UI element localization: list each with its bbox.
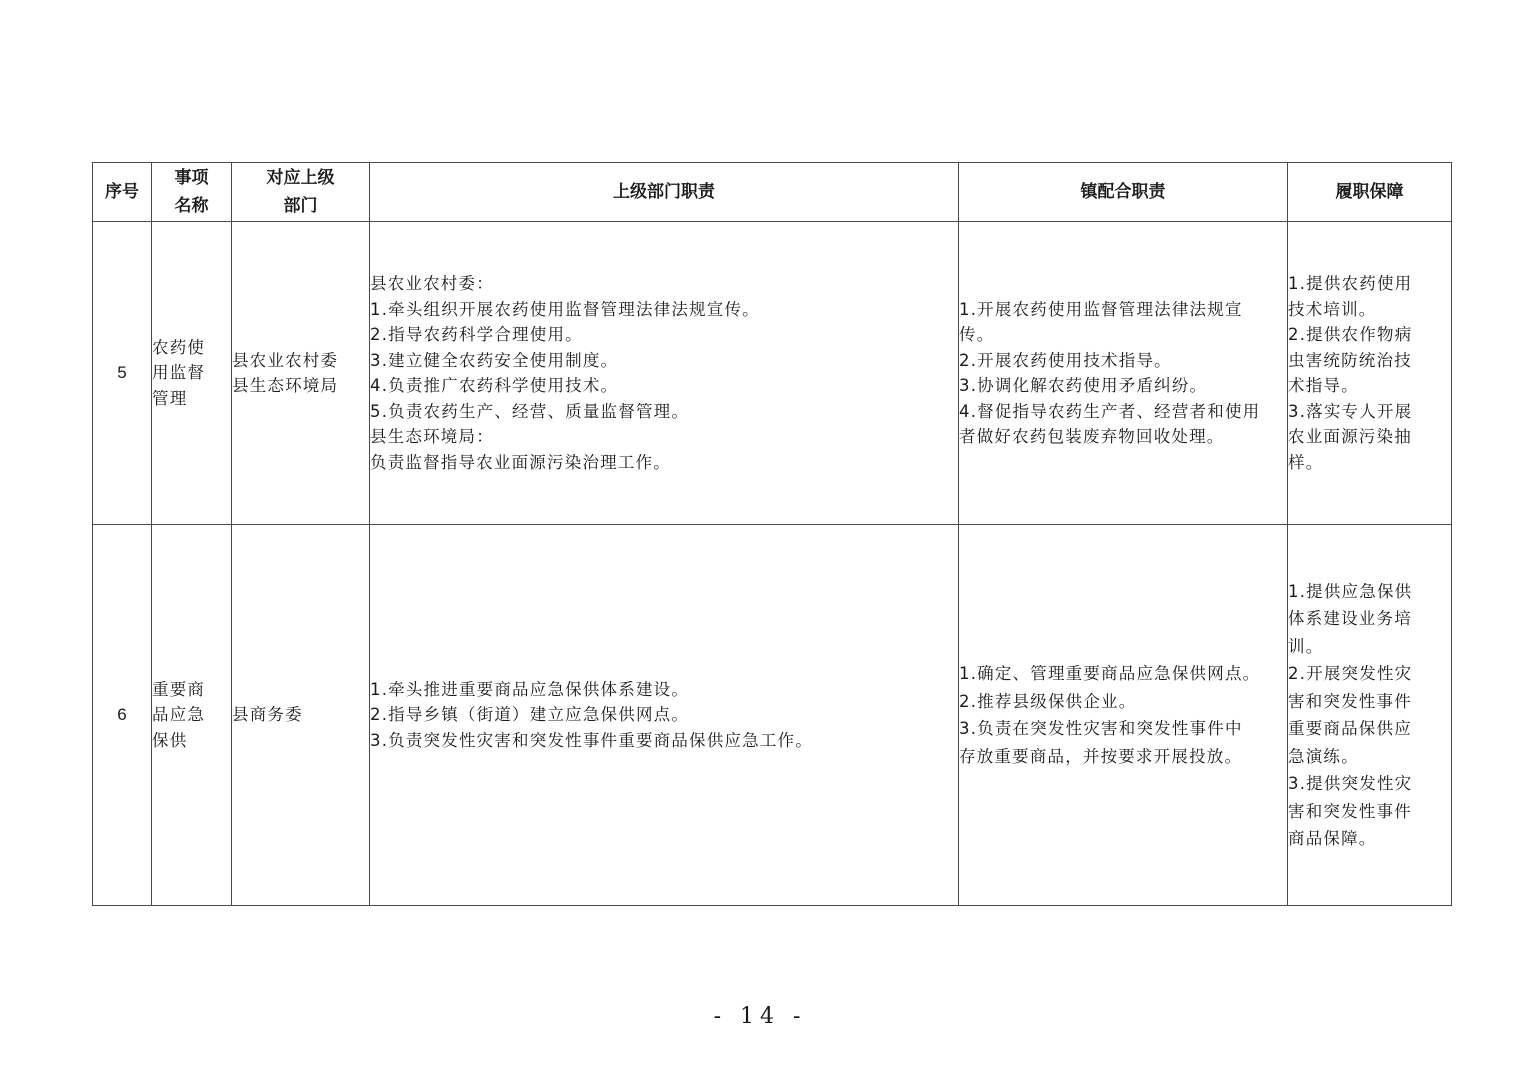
text-line: 负责监督指导农业面源污染治理工作。 [370,452,671,472]
cell-town-duty [959,525,1288,906]
header-guarantee: 履职保障 [1288,163,1452,222]
text-line: 害和突发性事件 [1288,801,1412,821]
cell-item-name [152,525,232,906]
text-line: 技术培训。 [1288,299,1377,319]
text-line: 体系建设业务培 [1288,609,1412,628]
cell-seq: 6 [93,525,152,906]
text-line: 2.开展农药使用技术指导。 [959,350,1172,370]
text-line: 管理 [152,388,188,408]
text-line: 重要商 [152,679,206,699]
cell-town-duty [959,222,1288,525]
text-line: 5.负责农药生产、经营、质量监督管理。 [370,401,690,421]
header-item-name-line1: 事项 [174,168,209,188]
text-line: 2.推荐县级保供企业。 [959,691,1137,711]
header-item-name-line2: 名称 [174,196,209,216]
table-row [93,525,1452,906]
text-line: 3.建立健全农药安全使用制度。 [370,350,619,370]
header-superior-dept [232,163,370,222]
text-line: 4.督促指导农药生产者、经营者和使用 [959,401,1261,421]
text-line: 2.提供农作物病 [1288,325,1413,344]
text-line: 1.提供应急保供 [1288,581,1413,601]
text-line: 术指导。 [1288,376,1359,395]
header-superior-dept-line1: 对应上级 [266,168,335,188]
cell-upper-duty [370,222,959,525]
header-seq: 序号 [93,163,152,222]
text-line: 2.指导农药科学合理使用。 [370,325,583,344]
cell-guarantee [1288,222,1452,525]
text-line: 县商务委 [232,705,303,725]
header-item-name [152,163,232,222]
text-line: 存放重要商品，并按要求开展投放。 [959,746,1243,766]
text-line: 品应急 [152,705,206,725]
text-line: 样。 [1288,452,1324,472]
text-line: 3.落实专人开展 [1288,401,1413,421]
text-line: 县农业农村委： [370,274,494,293]
cell-superior-dept [232,222,370,525]
text-line: 2.开展突发性灾 [1288,664,1413,683]
text-line: 者做好农药包装废弃物回收处理。 [959,427,1225,446]
text-line: 1.牵头推进重要商品应急保供体系建设。 [370,679,690,699]
page-number: - 14 - [713,1004,807,1029]
text-line: 1.确定、管理重要商品应急保供网点。 [959,664,1261,683]
text-line: 1.开展农药使用监督管理法律法规宣 [959,299,1243,319]
text-line: 县生态环境局： [370,427,494,446]
cell-item-name [152,222,232,525]
text-line: 重要商品保供应 [1288,719,1412,738]
text-line: 虫害统防统治技 [1288,350,1412,370]
text-line: 1.牵头组织开展农药使用监督管理法律法规宣传。 [370,299,760,319]
text-line: 保供 [152,730,188,750]
table-row [93,222,1452,525]
text-line: 3.提供突发性灾 [1288,774,1413,793]
cell-upper-duty [370,525,959,906]
text-line: 3.协调化解农药使用矛盾纠纷。 [959,376,1208,395]
text-line: 农业面源污染抽 [1288,427,1412,446]
text-line: 急演练。 [1288,746,1359,766]
duty-table [92,162,1452,906]
text-line: 商品保障。 [1288,829,1377,848]
cell-seq: 5 [93,222,152,525]
text-line: 3.负责在突发性灾害和突发性事件中 [959,719,1243,738]
cell-guarantee [1288,525,1452,906]
text-line: 1.提供农药使用 [1288,274,1413,293]
text-line: 传。 [959,325,995,344]
text-line: 用监督 [152,363,206,383]
cell-superior-dept [232,525,370,906]
text-line: 3.负责突发性灾害和突发性事件重要商品保供应急工作。 [370,730,813,750]
text-line: 农药使 [152,337,206,357]
text-line: 4.负责推广农药科学使用技术。 [370,376,619,395]
text-line: 害和突发性事件 [1288,691,1412,711]
header-superior-dept-line2: 部门 [283,196,318,216]
header-upper-duty: 上级部门职责 [370,163,959,222]
text-line: 县生态环境局 [232,376,339,395]
text-line: 训。 [1288,636,1324,656]
text-line: 2.指导乡镇（街道）建立应急保供网点。 [370,705,690,725]
header-town-duty: 镇配合职责 [959,163,1288,222]
table-header-row [93,163,1452,222]
text-line: 县农业农村委 [232,350,339,370]
